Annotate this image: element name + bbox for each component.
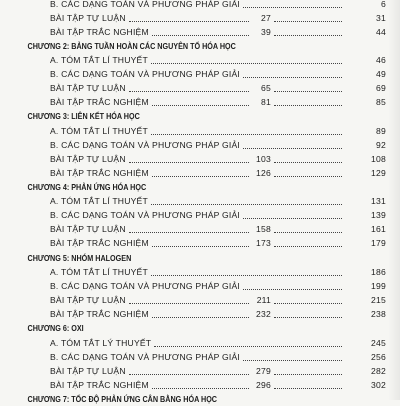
dot-leader [243,359,342,361]
entry-label: BÀI TẬP TỰ LUẬN [50,13,126,23]
toc-entry [0,293,400,307]
chapter-heading [0,180,344,194]
toc-entry [0,81,400,95]
chapter-heading [0,39,344,53]
end-page-number: 186 [371,267,386,277]
dot-leader [274,175,342,177]
entry-label: B. CÁC DẠNG TOÁN VÀ PHƯƠNG PHÁP GIẢI [50,352,241,362]
end-page-number: 302 [371,380,386,390]
start-page-number: 296 [256,380,271,390]
start-page-number: 39 [261,27,271,37]
start-page-number: 81 [261,97,271,107]
chapter-heading [0,109,344,123]
end-page-number: 69 [376,83,386,93]
entry-label: BÀI TẬP TỰ LUẬN [50,295,126,305]
dot-leader [151,274,342,276]
toc-entry [0,166,400,180]
dot-leader [274,231,342,233]
end-page-number: 49 [376,69,386,79]
entry-label: A. TÓM TẮT LÍ THUYẾT [50,196,148,206]
dot-leader [151,62,342,64]
end-page-number: 139 [371,210,386,220]
toc-entry [0,152,400,166]
entry-label: BÀI TẬP TRẮC NGHIỆM [50,380,149,390]
end-page-number: 46 [376,55,386,65]
entry-label: BÀI TẬP TRẮC NGHIỆM [50,97,149,107]
chapter-title: CHƯƠNG 7: TỐC ĐỘ PHẢN ỨNG CÂN BẰNG HÓA HỌC [27,394,218,404]
entry-label: B. CÁC DẠNG TOÁN VÀ PHƯƠNG PHÁP GIẢI [50,210,241,220]
toc-entry [0,364,400,378]
entry-label: BÀI TẬP TRẮC NGHIỆM [50,238,149,248]
chapter-title: CHƯƠNG 3: LIÊN KẾT HÓA HỌC [27,111,140,121]
end-page-number: 282 [371,366,386,376]
end-page-number: 215 [371,295,386,305]
dot-leader [274,34,342,36]
chapter-heading [0,251,344,265]
end-page-number: 89 [376,126,386,136]
toc-entry [0,194,400,208]
dot-leader [243,76,342,78]
toc-entry [0,25,400,39]
start-page-number: 65 [261,83,271,93]
entry-label: B. CÁC DẠNG TOÁN VÀ PHƯƠNG PHÁP GIẢI [50,281,241,291]
end-page-number: 6 [381,0,386,9]
chapter-heading [0,321,344,335]
chapter-title: CHƯƠNG 2: BẢNG TUẦN HOÀN CÁC NGUYÊN TỐ HÓA HỌC [27,41,236,51]
end-page-number: 256 [371,352,386,362]
dot-leader [243,288,342,290]
entry-label: B. CÁC DẠNG TOÁN VÀ PHƯƠNG PHÁP GIẢI [50,140,241,150]
dot-leader [274,387,342,389]
toc-entry [0,138,400,152]
end-page-number: 179 [371,238,386,248]
dot-leader [274,302,342,304]
dot-leader [274,90,342,92]
end-page-number: 92 [376,140,386,150]
entry-label: A. TÓM TẮT LÍ THUYẾT [50,267,148,277]
entry-label: BÀI TẬP TRẮC NGHIỆM [50,309,149,319]
toc-entry [0,53,400,67]
dot-leader [151,203,342,205]
end-page-number: 44 [376,27,386,37]
entry-label: BÀI TẬP TỰ LUẬN [50,83,126,93]
end-page-number: 85 [376,97,386,107]
start-page-number: 279 [256,366,271,376]
dot-leader [274,20,342,22]
entry-label: BÀI TẬP TỰ LUẬN [50,154,126,164]
toc-entry [0,378,400,392]
start-page-number: 232 [256,309,271,319]
toc-entry [0,307,400,321]
dot-leader [274,245,342,247]
chapter-title: CHƯƠNG 6: OXI [27,323,84,333]
entry-label: BÀI TẬP TRẮC NGHIỆM [50,27,149,37]
end-page-number: 245 [371,338,386,348]
toc-entry [0,350,400,364]
end-page-number: 161 [371,224,386,234]
dot-leader [274,373,342,375]
end-page-number: 31 [376,13,386,23]
toc-entry [0,208,400,222]
toc-entry [0,236,400,250]
end-page-number: 131 [371,196,386,206]
end-page-number: 238 [371,309,386,319]
toc-entry [0,95,400,109]
start-page-number: 211 [256,295,271,305]
toc-entry [0,265,400,279]
toc-entry [0,11,400,25]
toc-entry [0,336,400,350]
toc-entry [0,67,400,81]
end-page-number: 199 [371,281,386,291]
entry-label: BÀI TẬP TỰ LUẬN [50,224,126,234]
chapter-title: CHƯƠNG 4: PHẢN ỨNG HÓA HỌC [27,182,147,192]
entry-label: A. TÓM TẮT LÝ THUYẾT [50,338,152,348]
start-page-number: 173 [256,238,271,248]
dot-leader [274,161,342,163]
dot-leader [154,345,342,347]
dot-leader [274,104,342,106]
end-page-number: 108 [371,154,386,164]
start-page-number: 158 [256,224,271,234]
toc-entry [0,0,400,11]
toc-entry [0,279,400,293]
page-fold-shadow [388,0,400,400]
start-page-number: 103 [256,154,271,164]
start-page-number: 126 [256,168,271,178]
toc-entry [0,124,400,138]
dot-leader [243,147,342,149]
start-page-number: 27 [261,13,271,23]
entry-label: A. TÓM TẮT LÍ THUYẾT [50,126,148,136]
entry-label: BÀI TẬP TRẮC NGHIỆM [50,168,149,178]
end-page-number: 129 [371,168,386,178]
entry-label: B. CÁC DẠNG TOÁN VÀ PHƯƠNG PHÁP GIẢI [50,69,241,79]
chapter-title: CHƯƠNG 5: NHÓM HALOGEN [27,253,132,263]
dot-leader [243,217,342,219]
dot-leader [243,6,342,8]
entry-label: B. CÁC DẠNG TOÁN VÀ PHƯƠNG PHÁP GIẢI [50,0,241,9]
dot-leader [274,316,342,318]
entry-label: A. TÓM TẮT LÍ THUYẾT [50,55,148,65]
entry-label: BÀI TẬP TỰ LUẬN [50,366,126,376]
dot-leader [151,133,342,135]
chapter-heading [0,392,344,406]
toc-entry [0,222,400,236]
